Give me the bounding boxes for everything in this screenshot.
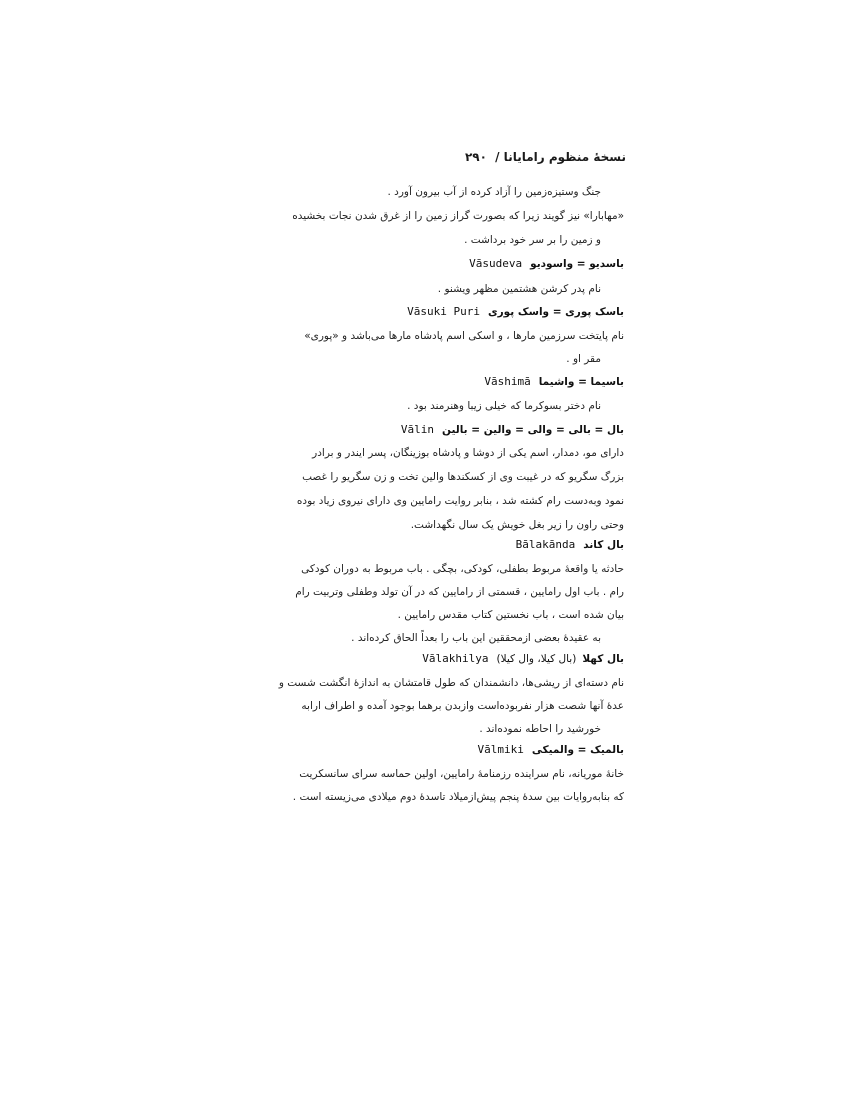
body-line: عدهٔ آنها شصت هزار نفربوده‌است وازبدن برهما بوجود آمده و اطراف ارابه [301, 700, 624, 712]
body-line: مقر او . [566, 353, 601, 365]
page-number: ۲۹۰ [464, 150, 487, 164]
headword-persian: بال = بالی = والی = والین = بالین [442, 424, 624, 436]
body-line: حادثه یا واقعهٔ مربوط بطفلی، کودکی، بچگی . باب مربوط به دوران کودکی [301, 563, 624, 575]
body-line: نام دسته‌ای از ریشی‌ها، دانشمندان که طول قامتشان به اندازهٔ انگشت شست و [278, 677, 624, 689]
headword-latin: Vālmiki [477, 743, 524, 756]
entry-headword [478, 743, 625, 757]
body-line: نام پدر کرشن هشتمین مظهر ویشنو . [437, 283, 601, 295]
entry-headword [469, 257, 624, 271]
headword-variants: (بال کیلا، وال کیلا) [496, 653, 577, 665]
body-line: نام دختر بسوکرما که خیلی زیبا وهنرمند بود . [407, 400, 601, 412]
headword-latin: Vālakhilya [422, 652, 489, 665]
headword-latin: Vāsuki Puri [407, 305, 481, 318]
entry-headword [516, 538, 624, 552]
body-line: «مهابارا» نیز گویند زیرا که بصورت گراز زمین را از غرق شدن نجات بخشیده [292, 210, 624, 222]
body-line: وحتی راون را زیر بغل خویش یک سال نگهداشت. [410, 519, 624, 531]
entry-headword [401, 423, 624, 437]
headword-persian: بال کاند [583, 539, 624, 551]
body-line: خانهٔ موریانه، نام سراینده رزمنامهٔ رامایین، اولین حماسه سرای سانسکریت [299, 768, 624, 780]
headword-latin: Vālin [400, 423, 435, 436]
headword-latin: Bālakānda [515, 538, 576, 551]
headword-persian: بال کهلا [582, 653, 624, 665]
body-line: بزرگ سگریو که در غیبت وی از کسکندها والین تخت و زن سگریو را غصب [302, 471, 624, 483]
body-line: رام . باب اول رامایین ، قسمتی از رامایین که در آن تولد وطفلی وتربیت رام [295, 586, 624, 598]
body-line: دارای مو، دمدار، اسم یکی از دوشا و پادشاه بوزینگان، پسر ایندر و برادر [312, 447, 624, 459]
body-line: خورشید را احاطه نموده‌اند . [479, 723, 601, 735]
body-line: که بنابه‌روایات بین سدهٔ پنجم پیش‌ازمیلاد تاسدهٔ دوم میلادی می‌زیسته است . [292, 791, 624, 803]
headword-latin: Vāsudeva [469, 257, 523, 270]
body-line: به عقیدهٔ بعضی ازمحققین این باب را بعداً الحاق کرده‌اند . [351, 632, 601, 644]
body-line: نمود وبه‌دست رام کشته شد ، بنابر روایت رامایین وی دارای نیروی زیاد بوده [296, 495, 624, 507]
headword-persian: باسک پوری = واسک پوری [488, 306, 624, 318]
headword-latin: Vāshimā [484, 375, 531, 388]
headword-persian: بالمیک = والمیکی [531, 744, 624, 756]
header-title: نسخهٔ منظوم رامایانا / [495, 150, 626, 164]
body-line: جنگ وستیزه‌زمین را آزاد کرده از آب بیرون آورد . [387, 186, 601, 198]
entry-headword [422, 652, 624, 666]
headword-persian: باسدیو = واسودیو [530, 258, 624, 270]
body-line: و زمین را بر سر خود برداشت . [464, 234, 601, 246]
entry-headword [484, 375, 624, 389]
headword-persian: باسیما = واشیما [538, 376, 624, 388]
body-line: نام پایتخت سرزمین مارها ، و اسکی اسم پادشاه مارها می‌باشد و «پوری» [304, 330, 624, 342]
body-line: بیان شده است ، باب نخستین کتاب مقدس رامایین . [397, 609, 624, 621]
entry-headword [407, 305, 624, 319]
running-header [464, 150, 626, 164]
